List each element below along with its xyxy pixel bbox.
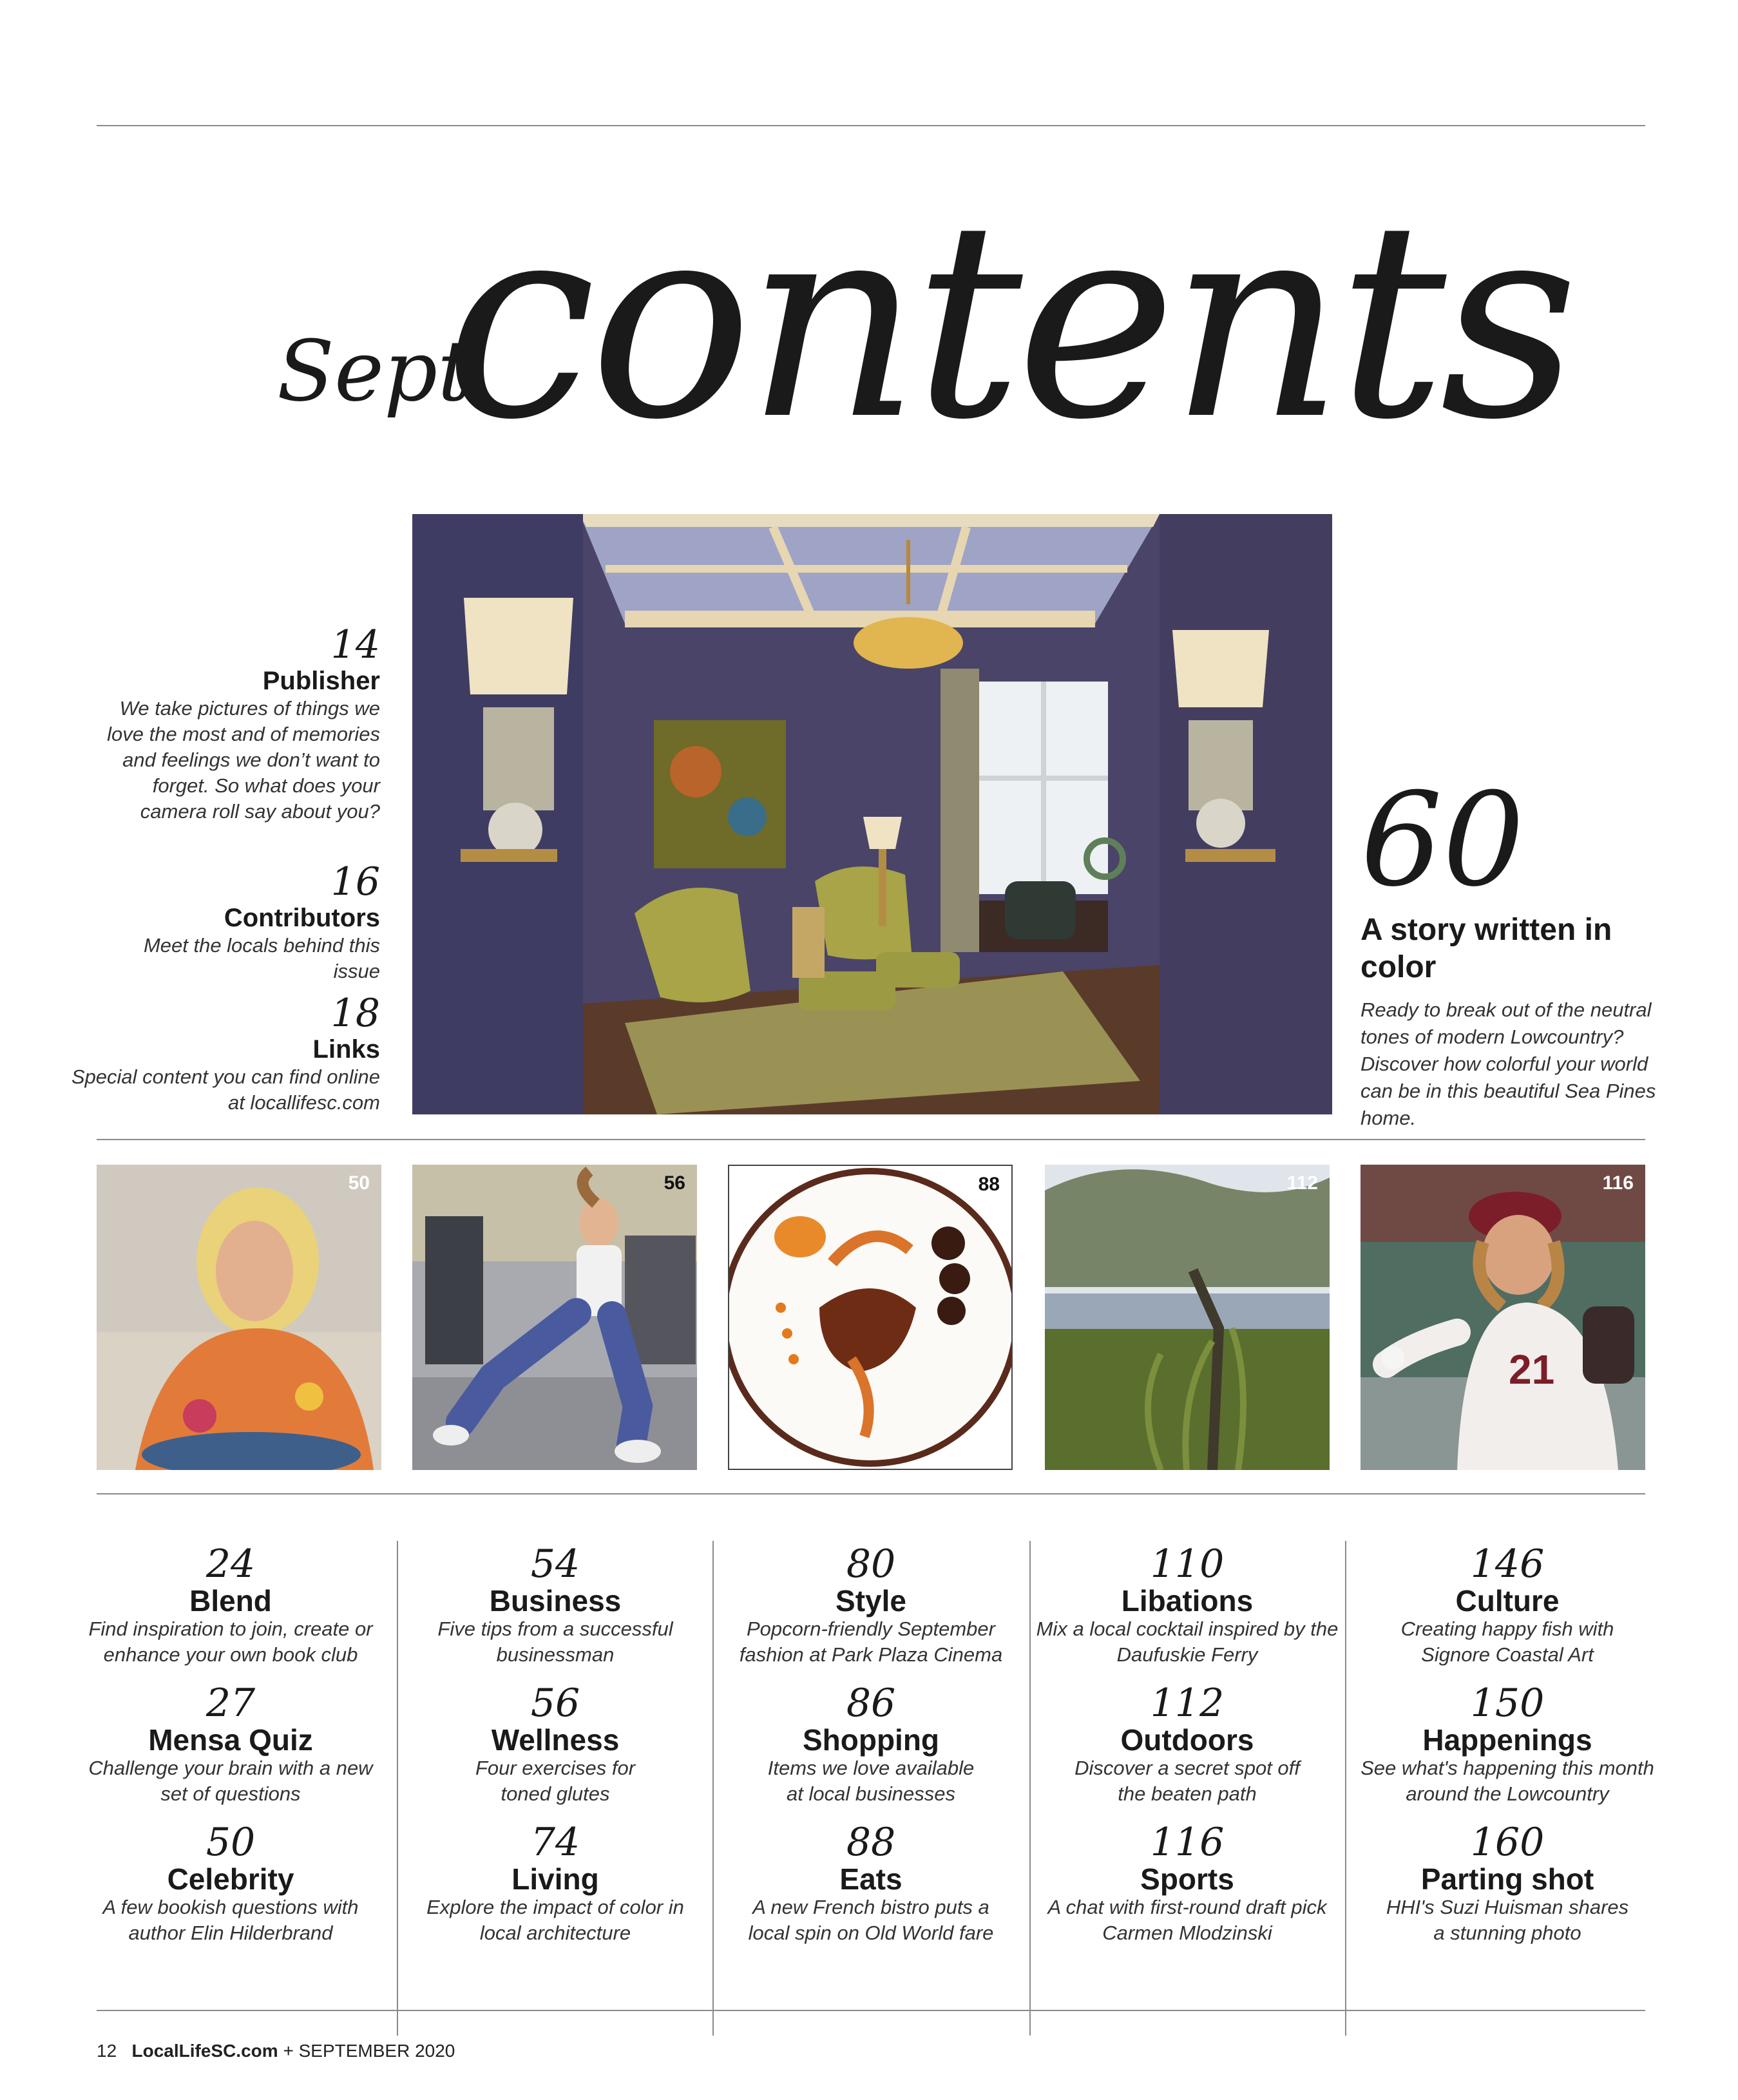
entry-description: Discover a secret spot off the beaten path: [1074, 1757, 1300, 1805]
mid-rule: [97, 1139, 1645, 1140]
page-number: 150: [1470, 1681, 1545, 1726]
feature-page-number: 60: [1361, 765, 1525, 915]
toc-entry-happenings[interactable]: [1356, 1682, 1659, 1821]
entry-description: A chat with first-round draft pick Carmen Mlodzinski: [1047, 1896, 1327, 1944]
entry-description: Four exercises for toned glutes: [475, 1757, 636, 1805]
toc-entry-links[interactable]: [71, 991, 380, 1116]
entry-title: Business: [489, 1584, 622, 1618]
entry-description: Meet the locals behind this issue: [143, 934, 380, 982]
entry-description: Find inspiration to join, create or enhance your own book club: [88, 1618, 373, 1666]
toc-entry-blend[interactable]: [79, 1543, 382, 1682]
page-number: 16: [330, 859, 380, 904]
page-number: 110: [1150, 1542, 1225, 1587]
toc-column-3: [720, 1543, 1022, 1960]
thumbnail-page-number: 112: [1286, 1172, 1318, 1194]
page-number: 80: [846, 1542, 896, 1587]
marsh-oak-illustration: [1045, 1165, 1330, 1470]
column-divider: [1029, 1541, 1031, 2036]
toc-entry-sports[interactable]: [1036, 1821, 1339, 1960]
entry-title: Mensa Quiz: [148, 1723, 313, 1757]
toc-column-5: [1356, 1543, 1659, 1960]
entry-description: Explore the impact of color in local architecture: [426, 1896, 684, 1944]
toc-entry-culture[interactable]: [1356, 1543, 1659, 1682]
toc-entry-libations[interactable]: [1036, 1543, 1339, 1682]
page-number: 14: [330, 622, 380, 667]
entry-title: Eats: [839, 1862, 902, 1896]
masthead-month: Sept: [277, 322, 472, 420]
entry-title: Celebrity: [167, 1862, 294, 1896]
column-divider: [1345, 1541, 1346, 2036]
toc-entry-celebrity[interactable]: [79, 1821, 382, 1960]
entry-description: Items we love available at local businesses: [767, 1757, 975, 1805]
toc-entry-wellness[interactable]: [404, 1682, 707, 1821]
page-number: 146: [1470, 1542, 1545, 1587]
entry-title: Shopping: [802, 1723, 940, 1757]
page-number: 160: [1470, 1820, 1545, 1865]
entry-title: Contributors: [224, 904, 380, 932]
plated-dish-illustration: [729, 1166, 1011, 1469]
toc-entry-business[interactable]: [404, 1543, 707, 1682]
thumbnail-gym-lunge[interactable]: [412, 1165, 697, 1470]
thumbnail-marsh-oak[interactable]: [1045, 1165, 1330, 1470]
thumbnail-baseball-pitcher[interactable]: [1361, 1165, 1645, 1470]
entry-title: Libations: [1121, 1584, 1254, 1618]
entry-description: Creating happy fish with Signore Coastal Art: [1400, 1618, 1614, 1666]
page-number: 86: [846, 1681, 896, 1726]
entry-title: Blend: [189, 1584, 272, 1618]
toc-column-1: [79, 1543, 382, 1960]
woman-portrait-illustration: [97, 1165, 381, 1470]
top-rule: [97, 125, 1645, 126]
entry-description: We take pictures of things we love the most and of memories and feelings we don’t want to forget. So what does your camera roll say about you?: [107, 697, 380, 823]
entry-title: Living: [511, 1862, 599, 1896]
entry-title: Wellness: [491, 1723, 620, 1757]
page-number: 88: [846, 1820, 896, 1865]
page-number: 116: [1150, 1820, 1225, 1865]
entry-description: Mix a local cocktail inspired by the Daufuskie Ferry: [1036, 1618, 1339, 1666]
page-number: 24: [205, 1542, 256, 1587]
hero-image-interior-room[interactable]: [412, 514, 1332, 1114]
entry-description: Challenge your brain with a new set of questions: [88, 1757, 373, 1805]
toc-entry-contributors[interactable]: [84, 861, 380, 984]
entry-description: HHI's Suzi Huisman shares a stunning photo: [1386, 1896, 1629, 1944]
feature-description: Ready to break out of the neutral tones of modern Lowcountry? Discover how colorful your world can be in this beautiful Sea Pines home.: [1361, 998, 1656, 1129]
entry-title: Publisher: [262, 667, 380, 695]
feature-title: A story written in color: [1361, 913, 1612, 984]
toc-column-2: [404, 1543, 707, 1960]
entry-description: See what's happening this month around the Lowcountry: [1361, 1757, 1654, 1805]
page-number: 50: [205, 1820, 256, 1865]
page-number: 27: [205, 1681, 256, 1726]
toc-entry-publisher[interactable]: [84, 624, 380, 825]
entry-title: Parting shot: [1420, 1862, 1594, 1896]
entry-description: A new French bistro puts a local spin on Old World fare: [748, 1896, 994, 1944]
hero-illustration: [412, 514, 1332, 1114]
masthead-title: contents: [444, 164, 1572, 479]
thumbnail-woman-portrait[interactable]: [97, 1165, 381, 1470]
column-divider: [397, 1541, 398, 2036]
page-number: 112: [1150, 1681, 1225, 1726]
entry-title: Links: [312, 1035, 380, 1064]
footer-page-number: 12: [97, 2041, 117, 2061]
baseball-pitcher-illustration: [1361, 1165, 1645, 1470]
thumbnail-page-number: 56: [664, 1172, 685, 1194]
footer-site-link[interactable]: LocalLifeSC.com: [131, 2041, 278, 2061]
toc-entry-eats[interactable]: [720, 1821, 1022, 1960]
toc-entry-parting-shot[interactable]: [1356, 1821, 1659, 1960]
page-number: 18: [330, 991, 380, 1036]
entry-title: Sports: [1140, 1862, 1234, 1896]
page-number: 54: [530, 1542, 580, 1587]
bottom-rule: [97, 2010, 1645, 2011]
entry-title: Happenings: [1422, 1723, 1592, 1757]
entry-title: Style: [836, 1584, 906, 1618]
thumbnail-page-number: 116: [1602, 1172, 1634, 1194]
toc-entry-living[interactable]: [404, 1821, 707, 1960]
page-footer: [97, 2041, 455, 2061]
thumbnail-page-number: 50: [348, 1172, 370, 1194]
gym-lunge-illustration: [412, 1165, 697, 1470]
toc-entry-mensa-quiz[interactable]: [79, 1682, 382, 1821]
toc-entry-shopping[interactable]: [720, 1682, 1022, 1821]
thumbnail-page-number: 88: [978, 1174, 1000, 1195]
entry-description: Popcorn-friendly September fashion at Park Plaza Cinema: [739, 1618, 1003, 1666]
footer-separator: +: [283, 2041, 294, 2061]
entry-title: Outdoors: [1120, 1723, 1254, 1757]
page-number: 56: [530, 1681, 580, 1726]
entry-description: Special content you can find online at locallifesc.com: [71, 1065, 380, 1114]
svg-text:21: 21: [1509, 1346, 1555, 1393]
page-number: 74: [530, 1820, 580, 1865]
toc-entry-style[interactable]: [720, 1543, 1022, 1682]
toc-column-4: [1036, 1543, 1339, 1960]
grid-top-rule: [97, 1493, 1645, 1494]
thumbnail-plated-dish[interactable]: [728, 1165, 1013, 1470]
feature-story[interactable]: [1361, 765, 1683, 1132]
column-divider: [712, 1541, 714, 2036]
footer-issue: SEPTEMBER 2020: [298, 2041, 455, 2061]
entry-description: A few bookish questions with author Elin Hilderbrand: [102, 1896, 359, 1944]
entry-title: Culture: [1455, 1584, 1560, 1618]
toc-entry-outdoors[interactable]: [1036, 1682, 1339, 1821]
entry-description: Five tips from a successful businessman: [437, 1618, 673, 1666]
